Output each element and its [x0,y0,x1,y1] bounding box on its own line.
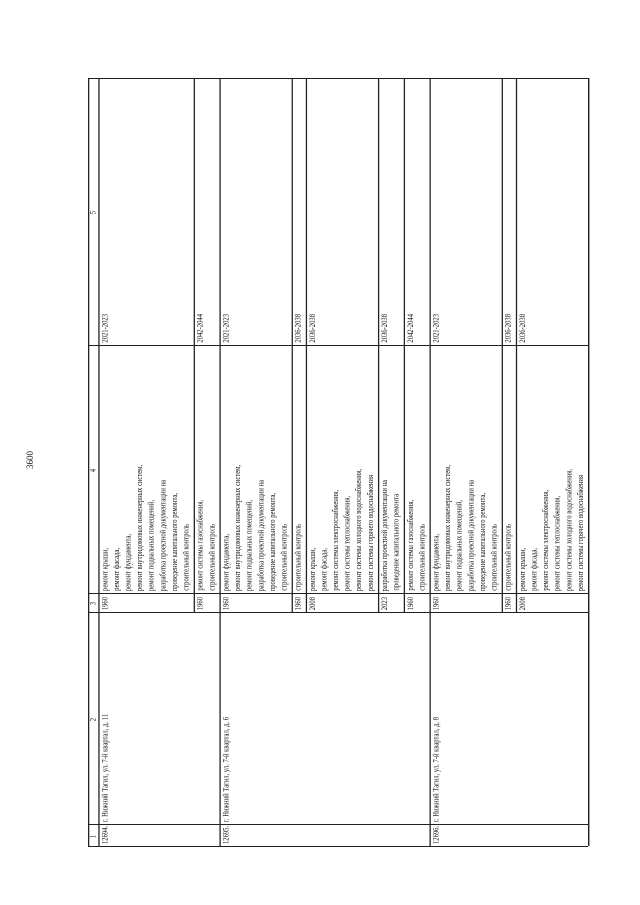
repair-period: 2036-2038 [518,314,528,343]
record-id: 12696. [432,826,442,844]
build-year: 2008 [518,596,528,610]
repair-work-item: проведение капитального ремонта [392,494,402,591]
table-grid-line [88,78,89,846]
repair-work-item: ремонт подвальных помещений, [245,500,255,591]
repair-period: 2042-2044 [196,314,206,343]
column-header-1: 1 [89,834,99,838]
repair-work-item: ремонт внутридомовых инженерных систем, [135,464,145,591]
repair-work-item: ремонт системы электроснабжения, [541,490,551,591]
repair-work-item: разработка проектной документации на [158,479,168,591]
repair-work-item: разработка проектной документации на [256,479,266,591]
build-year: 1960 [504,596,514,610]
table-grid-line [88,846,588,847]
repair-work-item: проведение капитального ремонта, [268,492,278,591]
column-header-3: 3 [89,602,99,606]
repair-work-item: ремонт крыши, [308,548,318,591]
repair-work-item: ремонт подвальных помещений, [147,500,157,591]
record-id: 12694. [100,826,110,844]
repair-work-item: ремонт крыши, [518,548,528,591]
repair-period: 2036-2038 [294,314,304,343]
repair-period: 2036-2038 [380,314,390,343]
column-header-5: 5 [89,211,99,215]
repair-work-item: ремонт системы газоснабжения, [406,500,416,591]
repair-period: 2021-2023 [432,314,442,343]
repair-work-item: строительный контроль [207,524,217,591]
repair-work-item: ремонт фасада, [112,548,122,591]
repair-period: 2036-2038 [504,314,514,343]
column-header-4: 4 [89,468,99,472]
repair-period: 2021-2023 [222,314,232,343]
repair-work-item: строительный контроль [280,524,290,591]
repair-period: 2042-2044 [406,314,416,343]
repair-work-item: разработка проектной документации на [380,479,390,591]
repair-work-item: ремонт системы газоснабжения, [196,500,206,591]
table-grid-line [88,78,588,79]
repair-work-item: строительный контроль [504,524,514,591]
record-address: г. Нижний Тагил, ул. 7-й квартал, д. 6 [222,716,232,822]
repair-work-item: ремонт системы горячего водоснабжения [576,474,586,591]
table-grid-line [219,78,220,846]
repair-work-item: ремонт системы теплоснабжения, [553,496,563,591]
build-year: 2008 [308,596,318,610]
repair-work-item: ремонт фундамента, [124,533,134,591]
record-address: г. Нижний Тагил, ул. 7-й квартал, д. 8 [432,716,442,822]
repair-work-item: ремонт системы электроснабжения, [331,490,341,591]
table-grid-line [430,78,431,846]
record-address: г. Нижний Тагил, ул. 7-й квартал, д. 11 [100,713,110,822]
table-grid-line [88,824,588,825]
table-grid-line [588,78,589,846]
repair-period: 2036-2038 [308,314,318,343]
build-year: 1960 [196,596,206,610]
table-grid-line [88,612,588,613]
build-year: 1960 [222,596,232,610]
record-id: 12695. [222,826,232,844]
repair-period: 2021-2023 [100,314,110,343]
repair-work-item: ремонт подвальных помещений, [455,500,465,591]
repair-work-item: ремонт фасада, [530,548,540,591]
build-year: 1960 [294,596,304,610]
table-grid-line [88,345,588,346]
repair-work-item: строительный контроль [417,524,427,591]
repair-work-item: проведение капитального ремонта, [170,492,180,591]
repair-work-item: строительный контроль [490,524,500,591]
build-year: 2023 [380,596,390,610]
repair-work-item: ремонт системы холодного водоснабжения, [354,468,364,591]
repair-work-item: ремонт системы теплоснабжения, [343,496,353,591]
repair-work-item: разработка проектной документации на [466,479,476,591]
repair-work-item: ремонт внутридомовых инженерных систем, [233,464,243,591]
build-year: 1960 [432,596,442,610]
repair-work-item: ремонт внутридомовых инженерных систем, [443,464,453,591]
table-grid-line [98,78,99,846]
repair-work-item: ремонт системы холодного водоснабжения, [564,468,574,591]
repair-work-item: ремонт фасада, [319,548,329,591]
build-year: 1960 [100,596,110,610]
capital-repair-table [88,78,588,846]
build-year: 1960 [406,596,416,610]
repair-work-item: ремонт крыши, [100,548,110,591]
repair-work-item: ремонт фундамента, [432,533,442,591]
repair-work-item: проведение капитального ремонта, [478,492,488,591]
table-grid-line [88,593,588,594]
column-header-2: 2 [89,717,99,721]
repair-work-item: ремонт системы горячего водоснабжения [366,474,376,591]
repair-work-item: строительный контроль [182,524,192,591]
page-number: 3600 [25,451,35,469]
repair-work-item: ремонт фундамента, [222,533,232,591]
repair-work-item: строительный контроль [294,524,304,591]
